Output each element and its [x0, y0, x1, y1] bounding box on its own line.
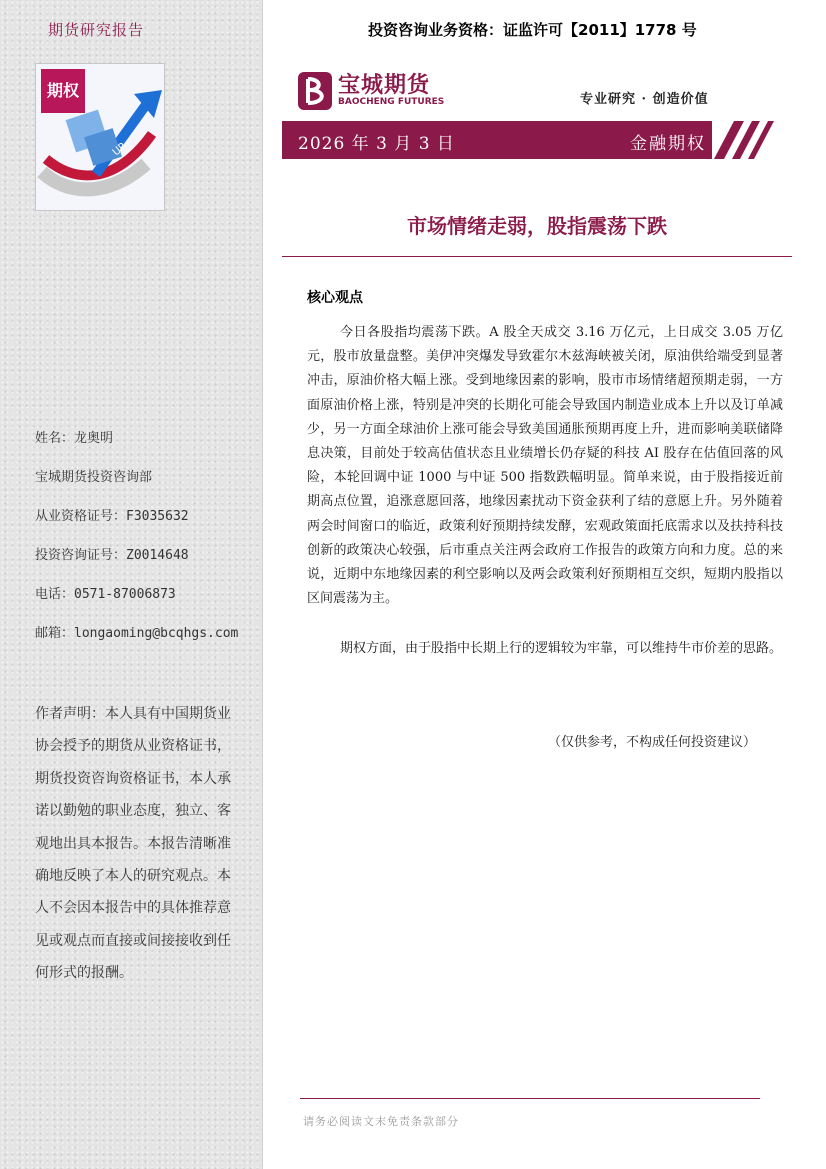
date-banner — [282, 121, 712, 159]
footer-divider — [300, 1098, 760, 1099]
qualification-line: 投资咨询业务资格：证监许可【2011】1778 号 — [368, 21, 697, 39]
svg-text:UP: UP — [110, 141, 129, 159]
baocheng-logo-icon — [296, 70, 336, 112]
banner-slash-decoration — [712, 121, 792, 159]
author-disclaimer: 作者声明：本人具有中国期货业协会授予的期货从业资格证书，期货投资咨询资格证书，本人承诺以勤勉的职业态度，独立、客观地出具本报告。本报告清晰准确地反映了本人的研究观点。本人不会因本报告中的具体推荐意见或观点而直接或间接接收到任何形式的报酬。 — [35, 706, 231, 982]
report-date: 2026 年 3 月 3 日 — [298, 134, 455, 154]
report-type-label: 期货研究报告 — [48, 21, 145, 39]
consult-cert-number: 投资咨询证号：Z0014648 — [35, 548, 189, 563]
slogan: 专业研究 · 创造价值 — [580, 92, 709, 107]
logo-english: BAOCHENG FUTURES — [338, 97, 445, 107]
cover-image — [35, 63, 165, 211]
logo-name: 宝城期货 — [338, 72, 431, 98]
analyst-phone: 电话：0571-87006873 — [35, 587, 176, 602]
investment-note: （仅供参考，不构成任何投资建议） — [548, 735, 757, 750]
section-title: 核心观点 — [307, 290, 363, 306]
practice-cert-number: 从业资格证号：F3035632 — [35, 509, 189, 524]
headline-divider — [282, 256, 792, 257]
footer-disclaimer: 请务必阅读文末免责条款部分 — [303, 1115, 459, 1128]
sidebar — [0, 0, 263, 1169]
report-category: 金融期权 — [630, 134, 706, 154]
analyst-email[interactable]: 邮箱：longaoming@bcqhgs.com — [35, 626, 239, 641]
report-headline: 市场情绪走弱，股指震荡下跌 — [407, 214, 667, 238]
body-paragraph-1: 今日各股指均震荡下跌。A 股全天成交 3.16 万亿元，上日成交 3.05 万亿元，股市放量盘整。美伊冲突爆发导致霍尔木兹海峡被关闭，原油供给端受到显著冲击，原油价格大幅上涨。受到地缘因素的影响，股市市场情绪超预期走弱，一方面原油价格上涨，特别是冲突的长期化可能会导致国内制造业成本上升以及订单减少，另一方面全球油价上涨可能会导致美国通胀预期再度上升，进而影响美联储降息决策，目前处于较高估值状态且业绩增长仍存疑的科技 AI 股存在估值回落的风险，本轮回调中证 1000 与中证 500 指数跌幅明显。简单来说，由于股指接近前期高点位置，追涨意愿回落，地缘因素扰动下资金获利了结的意愿上升。另外随着两会时间窗口的临近，政策利好预期持续发酵，宏观政策面托底需求以及扶持科技创新的政策决心较强，后市重点关注两会政府工作报告的政策方向和力度。总的来说，近期中东地缘因素的利空影响以及两会政策利好预期相互交织，短期内股指以区间震荡为主。 — [307, 325, 783, 607]
analyst-department: 宝城期货投资咨询部 — [35, 470, 153, 485]
analyst-name: 姓名：龙奥明 — [35, 431, 114, 446]
body-paragraph-2: 期权方面，由于股指中长期上行的逻辑较为牢靠，可以维持牛市价差的思路。 — [340, 641, 783, 656]
cover-tag: 期权 — [41, 69, 85, 113]
